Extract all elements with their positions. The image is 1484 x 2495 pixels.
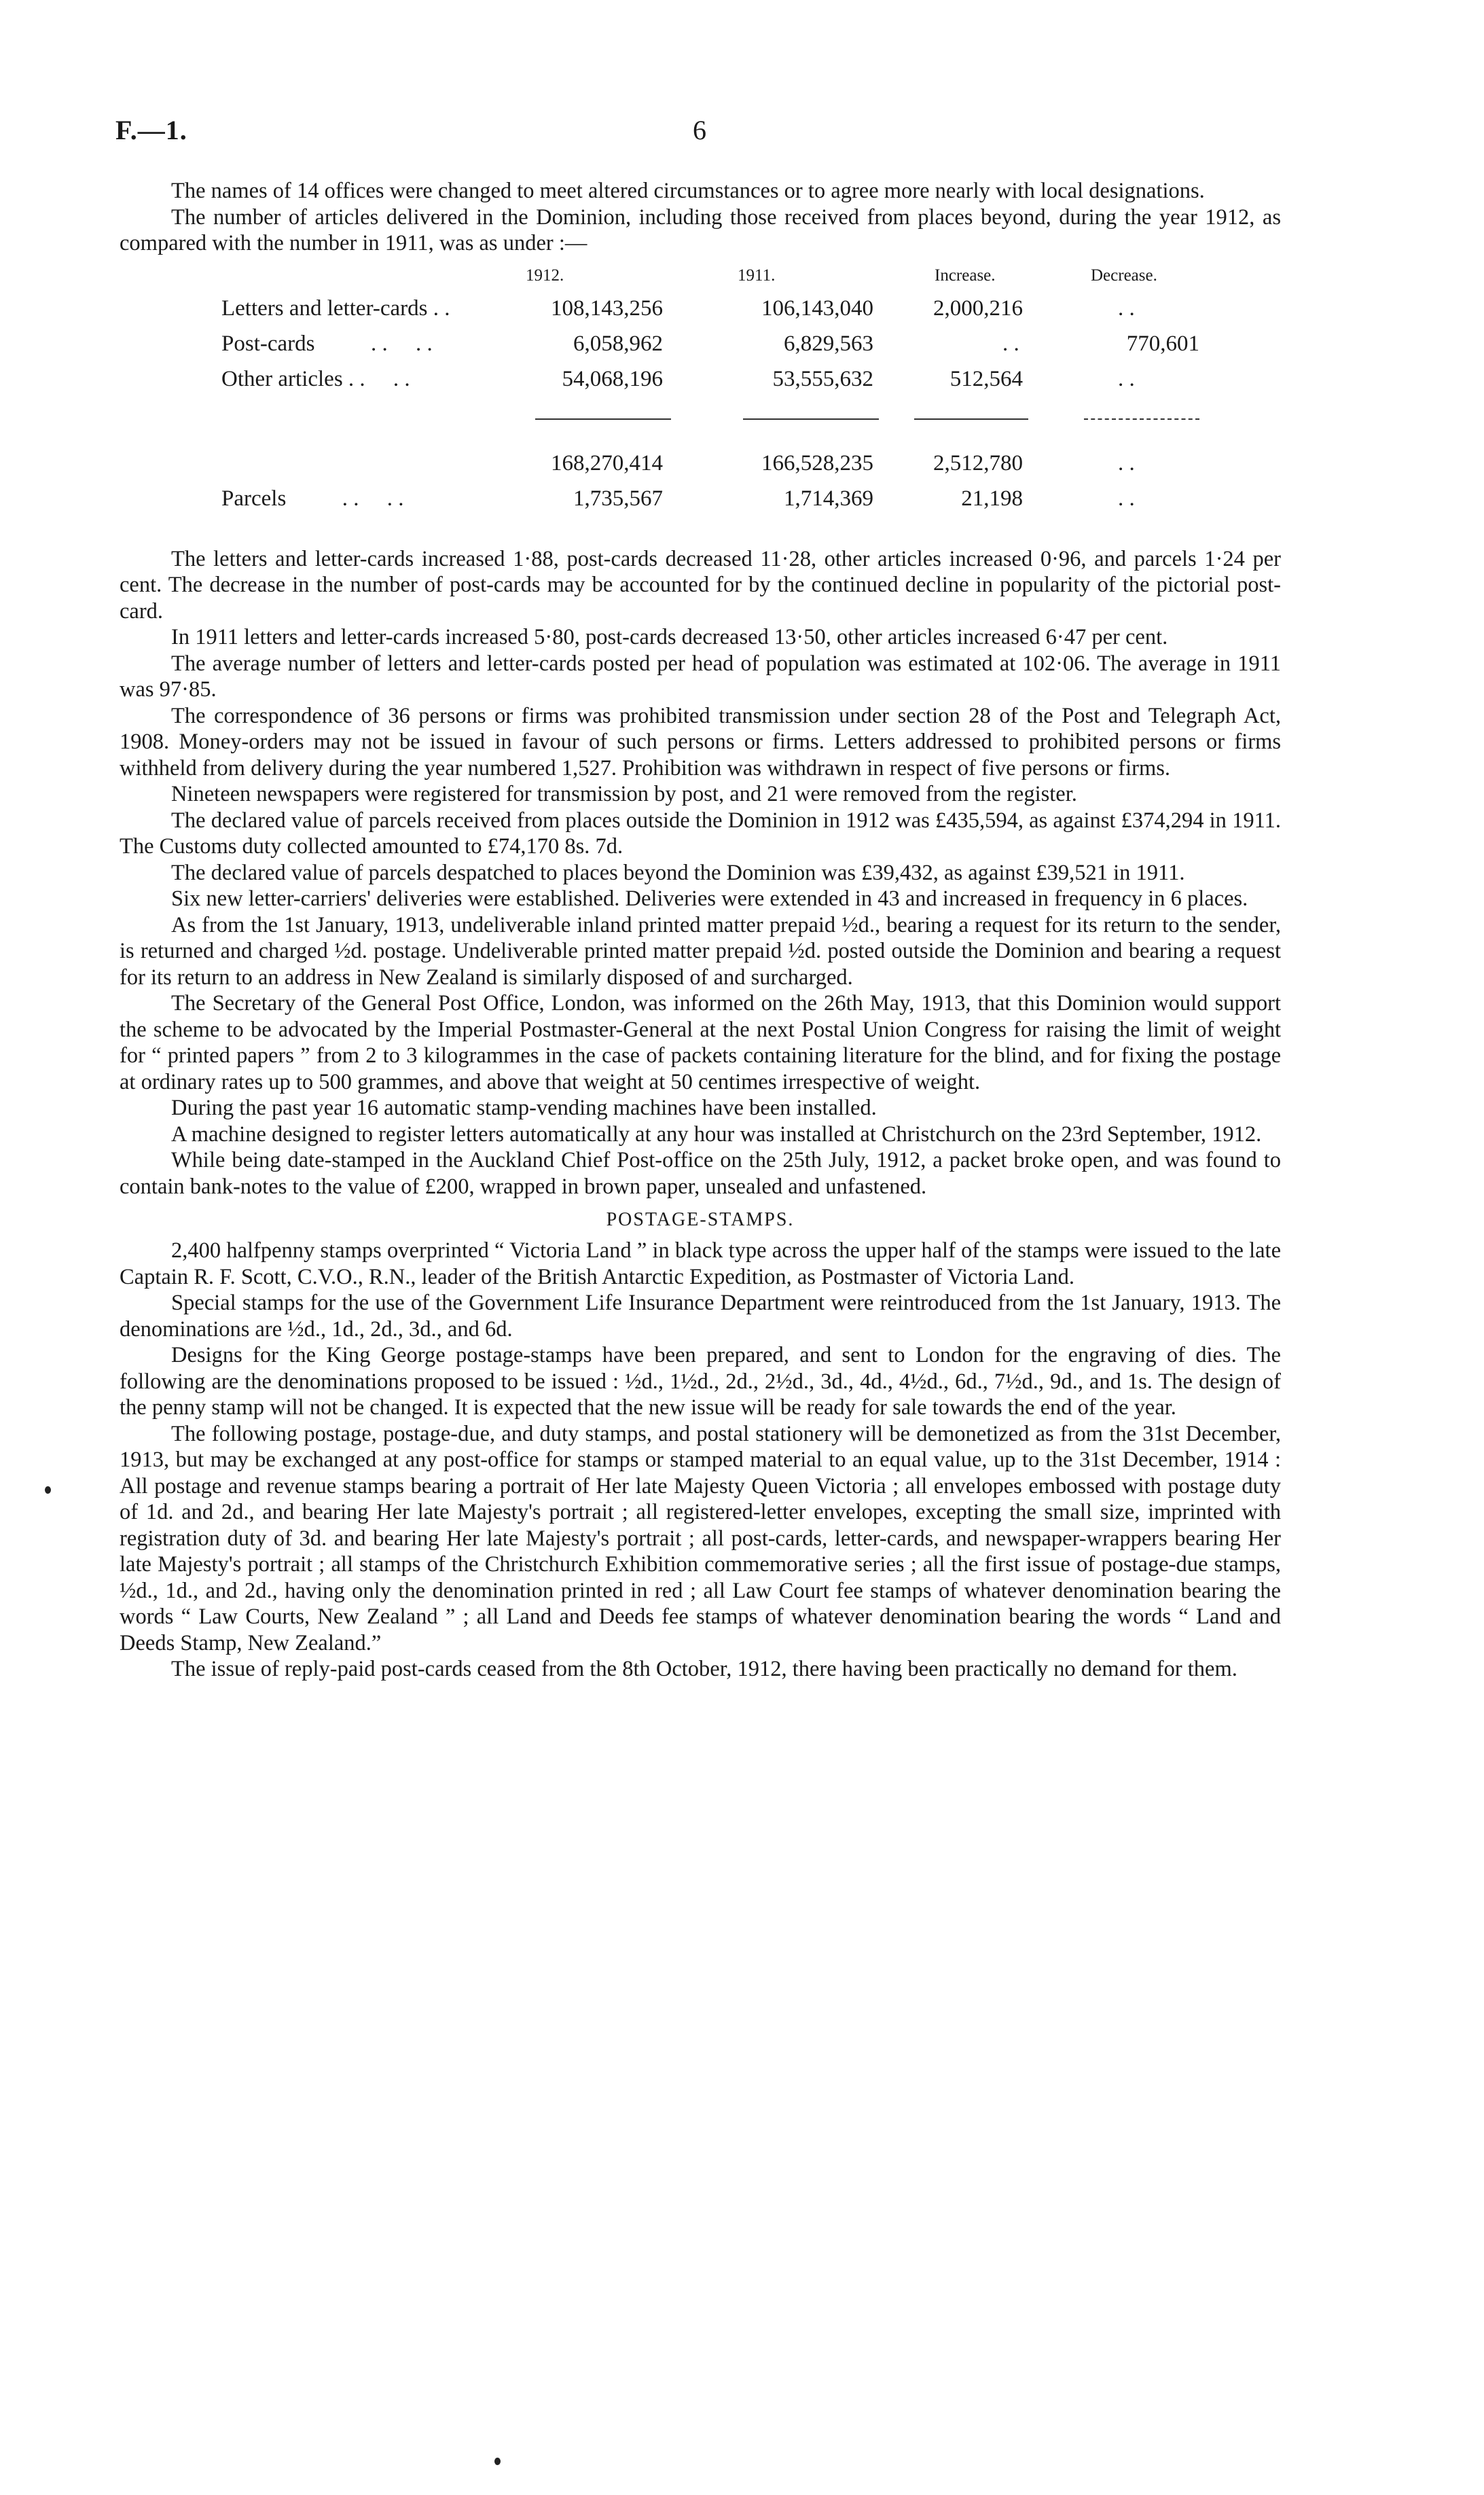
- cell-increase: 512,564: [949, 366, 1023, 391]
- parcels-1912: 1,735,567: [573, 486, 663, 511]
- sum-rule: [914, 418, 1028, 420]
- print-speck: [494, 2458, 501, 2465]
- paragraph: While being date-stamped in the Auckland Chief Post-office on the 25th July, 1912, a packet broke open, and was found to contain bank-notes to the value of £200, wrapped in brown paper, unsealed and unfastened.: [120, 1148, 1281, 1199]
- cell-decrease: . .: [1118, 295, 1135, 321]
- row-label: Letters and letter-cards . .: [221, 295, 450, 321]
- parcels-1911: 1,714,369: [784, 486, 873, 511]
- paragraph: The issue of reply-paid post-cards ceased from the 8th October, 1912, there having been practically no demand for them.: [171, 1657, 1237, 1681]
- cell-decrease: 770,601: [1126, 331, 1199, 356]
- paragraph: The following postage, postage-due, and duty stamps, and postal stationery will be demonetized as from the 31st December, 1913, but may be exchanged at any post-office for stamps or stamped material to an equal value, up to the 31st December, 1914 : All postage and revenue stamps bearing a portrait of Her late Majesty Queen Victoria ; all envelopes embossed with postage duty of 1d. and 2d., and bearing Her late Majesty's portrait ; all registered-letter envelopes, excepting the small size, imprinted with registration duty of 3d. and bearing Her late Majesty's portrait ; all post-cards, letter-cards, and newspaper-wrappers bearing Her late Majesty's portrait ; all stamps of the Christchurch Exhibition commemorative series ; all the first issue of postage-due stamps, ½d., 1d., and 2d., having only the denomination printed in red ; all Law Court fee stamps of whatever denomination bearing the words “ Law Courts, New Zealand ” ; all Land and Deeds fee stamps of whatever denomination bearing the words “ Land and Deeds Stamp, New Zealand.”: [120, 1421, 1281, 1655]
- page-body: [120, 178, 1281, 1683]
- paragraph: In 1911 letters and letter-cards increased 5·80, post-cards decreased 13·50, other articles increased 6·47 per cent.: [171, 625, 1168, 649]
- cell-1912: 6,058,962: [573, 331, 663, 356]
- paragraph: As from the 1st January, 1913, undeliverable inland printed matter prepaid ½d., bearing a request for its return to the sender, is returned and charged ½d. postage. Undeliverable printed matter prepaid ½d. posted outside the Dominion and bearing a request for its return to an address in New Zealand is similarly disposed of and surcharged.: [120, 912, 1281, 990]
- cell-1911: 53,555,632: [772, 366, 873, 391]
- paragraph: The Secretary of the General Post Office, London, was informed on the 26th May, 1913, that this Dominion would support the scheme to be advocated by the Imperial Postmaster-General at the next Postal Union Congress for raising the limit of weight for “ printed papers ” from 2 to 3 kilogrammes in the case of packets containing literature for the blind, and for fixing the postage at ordinary rates up to 500 grammes, and above that weight at 50 centimes irrespective of weight.: [120, 991, 1281, 1094]
- cell-increase: . .: [1002, 331, 1019, 356]
- paragraph: The declared value of parcels received from places outside the Dominion in 1912 was £435,594, as against £374,294 in 1911. The Customs duty collected amounted to £74,170 8s. 7d.: [120, 808, 1281, 859]
- parcels-increase: 21,198: [961, 486, 1023, 511]
- paragraph: During the past year 16 automatic stamp-vending machines have been installed.: [171, 1096, 877, 1120]
- column-header-1912: 1912.: [526, 266, 564, 285]
- parcels-decrease: . .: [1118, 486, 1135, 511]
- total-decrease: . .: [1118, 450, 1135, 475]
- section-heading: POSTAGE-STAMPS.: [606, 1209, 795, 1230]
- paragraph: The average number of letters and letter-cards posted per head of population was estimated at 102·06. The average in 1911 was 97·85.: [120, 651, 1281, 702]
- cell-increase: 2,000,216: [933, 295, 1023, 321]
- total-1912: 168,270,414: [551, 450, 663, 475]
- total-1911: 166,528,235: [761, 450, 873, 475]
- paragraph: Special stamps for the use of the Government Life Insurance Department were reintroduced from the 1st January, 1913. The denominations are ½d., 1d., 2d., 3d., and 6d.: [120, 1291, 1281, 1342]
- paragraph: The names of 14 offices were changed to meet altered circumstances or to agree more nearly with local designations.: [171, 179, 1205, 203]
- paragraph: 2,400 halfpenny stamps overprinted “ Victoria Land ” in black type across the upper half of the stamps were issued to the late Captain R. F. Scott, C.V.O., R.N., leader of the British Antarctic Expedition, as Postmaster of Victoria Land.: [120, 1238, 1281, 1289]
- row-label-parcels: Parcels . . . .: [221, 486, 404, 511]
- cell-1912: 54,068,196: [562, 366, 663, 391]
- page-reference: F.—1.: [115, 115, 187, 145]
- paragraph: The declared value of parcels despatched to places beyond the Dominion was £39,432, as against £39,521 in 1911.: [171, 860, 1185, 885]
- sum-rule: [743, 418, 879, 420]
- paragraph: Designs for the King George postage-stamps have been prepared, and sent to London for the engraving of dies. The following are the denominations proposed to be issued : ½d., 1½d., 2d., 2½d., 3d., 4d., 4½d., 6d., 7½d., 9d., and 1s. The design of the penny stamp will not be changed. It is expected that the new issue will be ready for sale towards the end of the year.: [120, 1343, 1281, 1420]
- column-header-increase: Increase.: [935, 266, 996, 285]
- paragraph: Six new letter-carriers' deliveries were established. Deliveries were extended in 43 and increased in frequency in 6 places.: [171, 886, 1248, 911]
- sum-rule: [1084, 418, 1199, 420]
- paragraph: The number of articles delivered in the Dominion, including those received from places beyond, during the year 1912, as compared with the number in 1911, was as under :—: [120, 204, 1281, 255]
- row-label: Post-cards . . . .: [221, 331, 433, 356]
- column-header-1911: 1911.: [738, 266, 776, 285]
- articles-delivered-table: [120, 261, 1281, 539]
- sum-rule: [535, 418, 671, 420]
- total-increase: 2,512,780: [933, 450, 1023, 475]
- paragraph: A machine designed to register letters automatically at any hour was installed at Christchurch on the 23rd September, 1912.: [171, 1121, 1262, 1147]
- cell-1911: 106,143,040: [761, 295, 873, 321]
- page-header: [115, 114, 1284, 155]
- cell-1912: 108,143,256: [551, 295, 663, 321]
- cell-decrease: . .: [1118, 366, 1135, 391]
- cell-1911: 6,829,563: [784, 331, 873, 356]
- column-header-decrease: Decrease.: [1091, 266, 1157, 285]
- paragraph: The letters and letter-cards increased 1·88, post-cards decreased 11·28, other articles increased 0·96, and parcels 1·24 per cent. The decrease in the number of post-cards may be accounted for by the continued decline in popularity of the pictorial post-card.: [120, 546, 1281, 624]
- row-label: Other articles . . . .: [221, 366, 410, 391]
- paragraph: The correspondence of 36 persons or firms was prohibited transmission under section 28 of the Post and Telegraph Act, 1908. Money-orders may not be issued in favour of such persons or firms. Letters addressed to prohibited persons or firms withheld from delivery during the year numbered 1,527. Prohibition was withdrawn in respect of five persons or firms.: [120, 703, 1281, 780]
- page-number: 6: [693, 115, 706, 145]
- print-speck: [45, 1486, 51, 1494]
- paragraph: Nineteen newspapers were registered for transmission by post, and 21 were removed from the register.: [171, 782, 1077, 806]
